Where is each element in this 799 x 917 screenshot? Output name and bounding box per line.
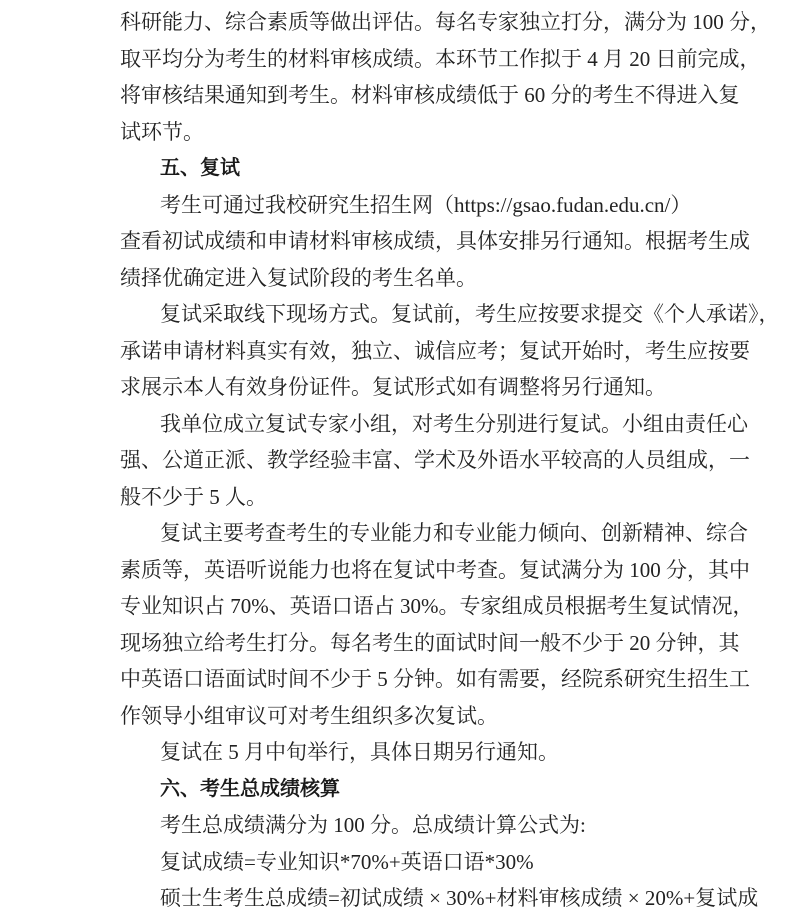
text-line: 现场独立给考生打分。每名考生的面试时间一般不少于 20 分钟，其 — [120, 630, 740, 655]
text-line: 硕士生考生总成绩=初试成绩 × 30%+材料审核成绩 × 20%+复试成 — [160, 886, 759, 910]
text-line: 取平均分为考生的材料审核成绩。本环节工作拟于 4 月 20 日前完成， — [120, 46, 761, 71]
text-line: 绩择优确定进入复试阶段的考生名单。 — [120, 265, 477, 290]
text-line: 复试主要考查考生的专业能力和专业能力倾向、创新精神、综合 — [160, 521, 748, 545]
text-line: 考生可通过我校研究生招生网（https://gsao.fudan.edu.cn/） — [160, 192, 692, 217]
text-line: 素质等，英语听说能力也将在复试中考查。复试满分为 100 分，其中 — [120, 557, 750, 582]
text-line: 作领导小组审议可对考生组织多次复试。 — [120, 703, 498, 728]
text-line: 试环节。 — [120, 119, 204, 144]
text-line: 查看初试成绩和申请材料审核成绩，具体安排另行通知。根据考生成 — [120, 229, 750, 253]
text-line: 求展示本人有效身份证件。复试形式如有调整将另行通知。 — [120, 375, 666, 399]
text-line: 科研能力、综合素质等做出评估。每名专家独立打分，满分为 100 分， — [120, 10, 771, 34]
text-line: 我单位成立复试专家小组，对考生分别进行复试。小组由责任心 — [160, 411, 748, 436]
text-line: 专业知识占 70%、英语口语占 30%。专家组成员根据考生复试情况， — [120, 594, 754, 618]
text-line: 中英语口语面试时间不少于 5 分钟。如有需要，经院系研究生招生工 — [120, 667, 750, 691]
text-line: 承诺申请材料真实有效，独立、诚信应考；复试开始时，考生应按要 — [120, 338, 750, 363]
text-line: 复试成绩=专业知识*70%+英语口语*30% — [160, 849, 534, 874]
text-line: 复试采取线下现场方式。复试前，考生应按要求提交《个人承诺》， — [160, 302, 780, 326]
text-line: 复试在 5 月中旬举行，具体日期另行通知。 — [160, 740, 559, 764]
text-line: 般不少于 5 人。 — [120, 484, 267, 509]
section-heading: 六、考生总成绩核算 — [160, 777, 340, 800]
document-page — [0, 4, 799, 917]
text-line: 将审核结果通知到考生。材料审核成绩低于 60 分的考生不得进入复 — [120, 83, 740, 107]
text-line: 强、公道正派、教学经验丰富、学术及外语水平较高的人员组成，一 — [120, 448, 750, 472]
section-heading: 五、复试 — [160, 157, 240, 179]
text-line: 考生总成绩满分为 100 分。总成绩计算公式为: — [160, 813, 586, 837]
